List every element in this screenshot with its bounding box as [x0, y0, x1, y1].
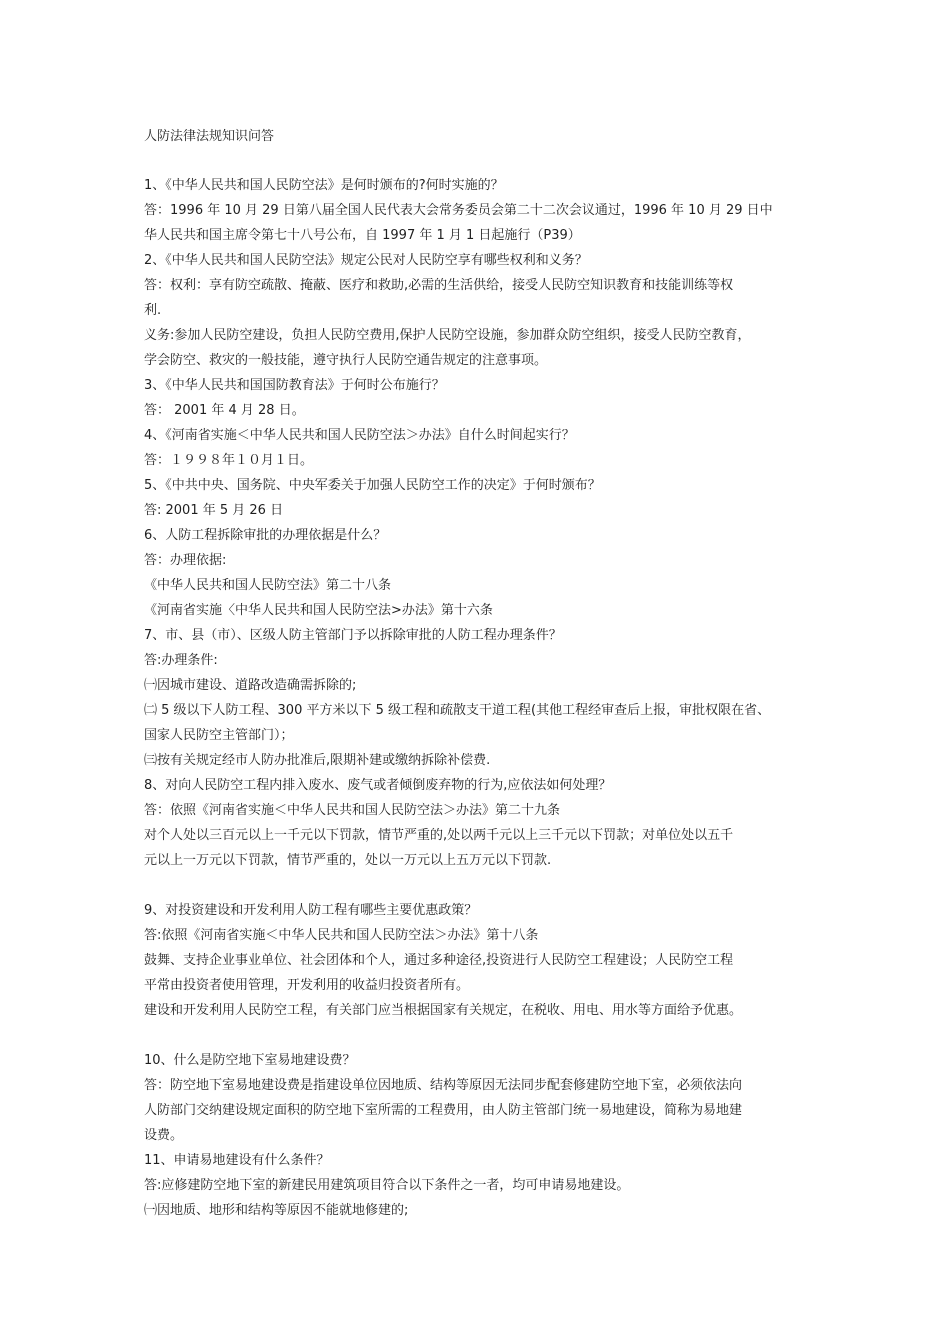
question-line: 5、《中共中央、国务院、中央军委关于加强人民防空工作的决定》于何时颁布？ [144, 478, 601, 493]
answer-line: 答：依照《河南省实施＜中华人民共和国人民防空法＞办法》第二十九条 [144, 803, 561, 818]
answer-line: 人防部门交纳建设规定面积的防空地下室所需的工程费用，由人防主管部门统一易地建设，简称为易地建 [144, 1103, 743, 1118]
answer-line: ㈢按有关规定经市人防办批准后,限期补建或缴纳拆除补偿费. [144, 753, 491, 768]
answer-line: ㈡ 5 级以下人防工程、300 平方米以下 5 级工程和疏散支干道工程(其他工程经审查后上报，审批权限在省、 [144, 703, 771, 718]
answer-line: 利. [144, 303, 162, 318]
answer-line: 对个人处以三百元以上一千元以下罚款，情节严重的,处以两千元以上三千元以下罚款；对单位处以五千 [144, 828, 734, 843]
answer-line: 答：权利：享有防空疏散、掩蔽、医疗和救助,必需的生活供给，接受人民防空知识教育和技能训练等权 [144, 278, 734, 293]
question-line: 2、《中华人民共和国人民防空法》规定公民对人民防空享有哪些权利和义务？ [144, 253, 588, 268]
answer-line: 答：１９９８年１０月１日。 [144, 453, 314, 468]
question-line: 4、《河南省实施＜中华人民共和国人民防空法＞办法》自什么时间起实行？ [144, 428, 575, 443]
answer-line: 答：办理依据: [144, 553, 227, 568]
question-line: 11、申请易地建设有什么条件？ [144, 1153, 330, 1168]
question-line: 7、市、县（市）、区级人防主管部门予以拆除审批的人防工程办理条件？ [144, 628, 562, 643]
answer-line: 答:办理条件: [144, 653, 218, 668]
question-line: 6、人防工程拆除审批的办理依据是什么？ [144, 528, 387, 543]
answer-line: 答：1996 年 10 月 29 日第八届全国人民代表大会常务委员会第二十二次会议通过，1996 年 10 月 29 日中 [144, 203, 773, 218]
question-line: 3、《中华人民共和国国防教育法》于何时公布施行？ [144, 378, 445, 393]
answer-line: 答: 2001 年 5 月 26 日 [144, 503, 284, 518]
answer-line: 答： 2001 年 4 月 28 日。 [144, 403, 305, 418]
answer-line: 国家人民防空主管部门）； [144, 728, 294, 743]
answer-line: ㈠因地质、地形和结构等原因不能就地修建的; [144, 1203, 409, 1218]
answer-line: 平常由投资者使用管理，开发利用的收益归投资者所有。 [144, 978, 470, 993]
answer-line: 答：防空地下室易地建设费是指建设单位因地质、结构等原因无法同步配套修建防空地下室，必须依法向 [144, 1078, 743, 1093]
question-line: 10、什么是防空地下室易地建设费？ [144, 1053, 356, 1068]
answer-line: 华人民共和国主席令第七十八号公布，自 1997 年 1 月 1 日起施行（P39） [144, 228, 581, 243]
answer-line: 鼓舞、支持企业事业单位、社会团体和个人，通过多种途径,投资进行人民防空工程建设；人民防空工程 [144, 953, 734, 968]
question-line: 1、《中华人民共和国人民防空法》是何时颁布的?何时实施的？ [144, 178, 504, 193]
document-title: 人防法律法规知识问答 [144, 129, 275, 144]
answer-line: 答:依照《河南省实施＜中华人民共和国人民防空法＞办法》第十八条 [144, 928, 539, 943]
answer-line: ㈠因城市建设、道路改造确需拆除的; [144, 678, 357, 693]
question-line: 8、对向人民防空工程内排入废水、废气或者倾倒废弃物的行为,应依法如何处理？ [144, 778, 612, 793]
answer-line: 答:应修建防空地下室的新建民用建筑项目符合以下条件之一者，均可申请易地建设。 [144, 1178, 630, 1193]
answer-line: 《河南省实施〈中华人民共和国人民防空法>办法》第十六条 [144, 603, 493, 618]
answer-line: 建设和开发利用人民防空工程，有关部门应当根据国家有关规定，在税收、用电、用水等方面给予优惠。 [144, 1003, 743, 1018]
answer-line: 元以上一万元以下罚款，情节严重的，处以一万元以上五万元以下罚款. [144, 853, 552, 868]
answer-line: 义务:参加人民防空建设，负担人民防空费用,保护人民防空设施，参加群众防空组织，接受人民防空教育， [144, 328, 751, 343]
answer-line: 设费。 [144, 1128, 184, 1143]
question-line: 9、对投资建设和开发利用人防工程有哪些主要优惠政策？ [144, 903, 478, 918]
answer-line: 《中华人民共和国人民防空法》第二十八条 [144, 578, 392, 593]
answer-line: 学会防空、救灾的一般技能，遵守执行人民防空通告规定的注意事项。 [144, 353, 548, 368]
